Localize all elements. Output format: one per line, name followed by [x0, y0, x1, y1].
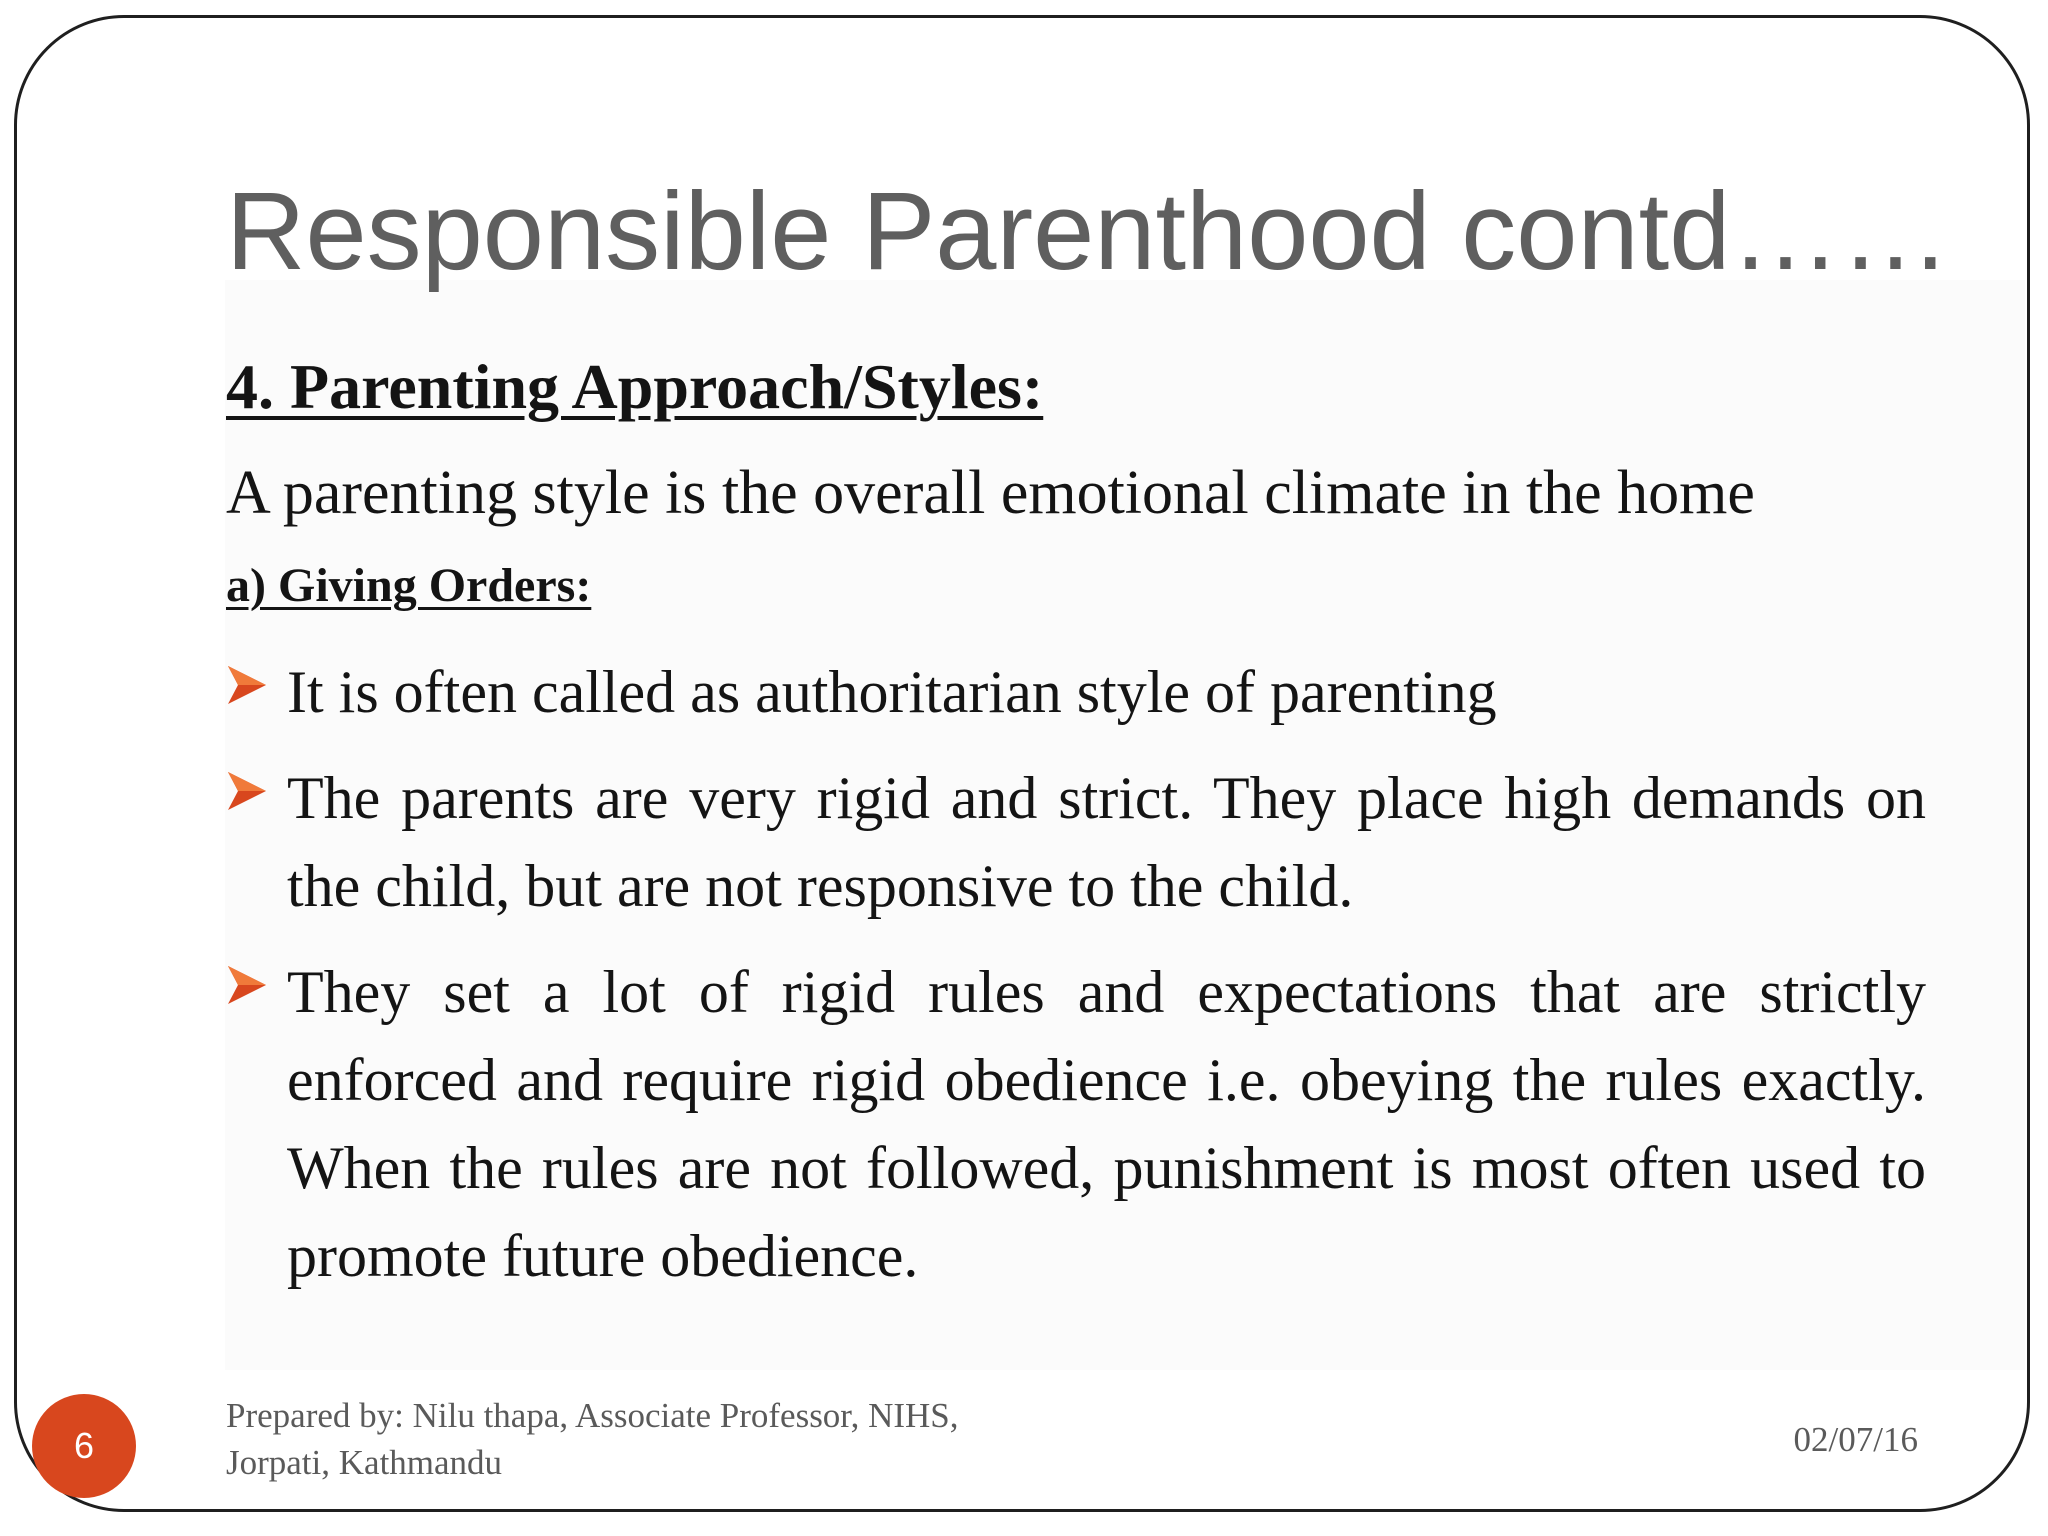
slide-title: Responsible Parenthood contd……	[226, 170, 1951, 293]
arrow-bullet-icon	[226, 770, 268, 812]
credit-line-1: Prepared by: Nilu thapa, Associate Professor, NIHS,	[226, 1396, 959, 1435]
bullet-item	[226, 754, 1926, 930]
arrow-bullet-icon	[226, 664, 268, 706]
bullet-text: It is often called as authoritarian style of parenting	[287, 659, 1497, 725]
bullet-item	[226, 648, 1926, 736]
footer-date: 02/07/16	[1793, 1420, 1918, 1459]
sub-heading: a) Giving Orders:	[226, 559, 592, 612]
page-number: 6	[73, 1425, 95, 1466]
intro-text: A parenting style is the overall emotional climate in the home	[226, 459, 1755, 527]
bullet-text: They set a lot of rigid rules and expectations that are strictly enforced and require rigid obedience i.e. obeying the rules exactly. When the rules are not followed, punishment is most often used to promote future obedience.	[287, 959, 1926, 1289]
section-heading: 4. Parenting Approach/Styles:	[226, 351, 1044, 422]
bullet-text: The parents are very rigid and strict. They place high demands on the child, but are not responsive to the child.	[287, 765, 1926, 919]
bullet-list	[226, 648, 1926, 1318]
credit-line-2: Jorpati, Kathmandu	[226, 1443, 503, 1482]
footer-credit	[226, 1392, 1126, 1486]
bullet-item	[226, 948, 1926, 1300]
arrow-bullet-icon	[226, 964, 268, 1006]
page-number-badge	[32, 1394, 136, 1498]
